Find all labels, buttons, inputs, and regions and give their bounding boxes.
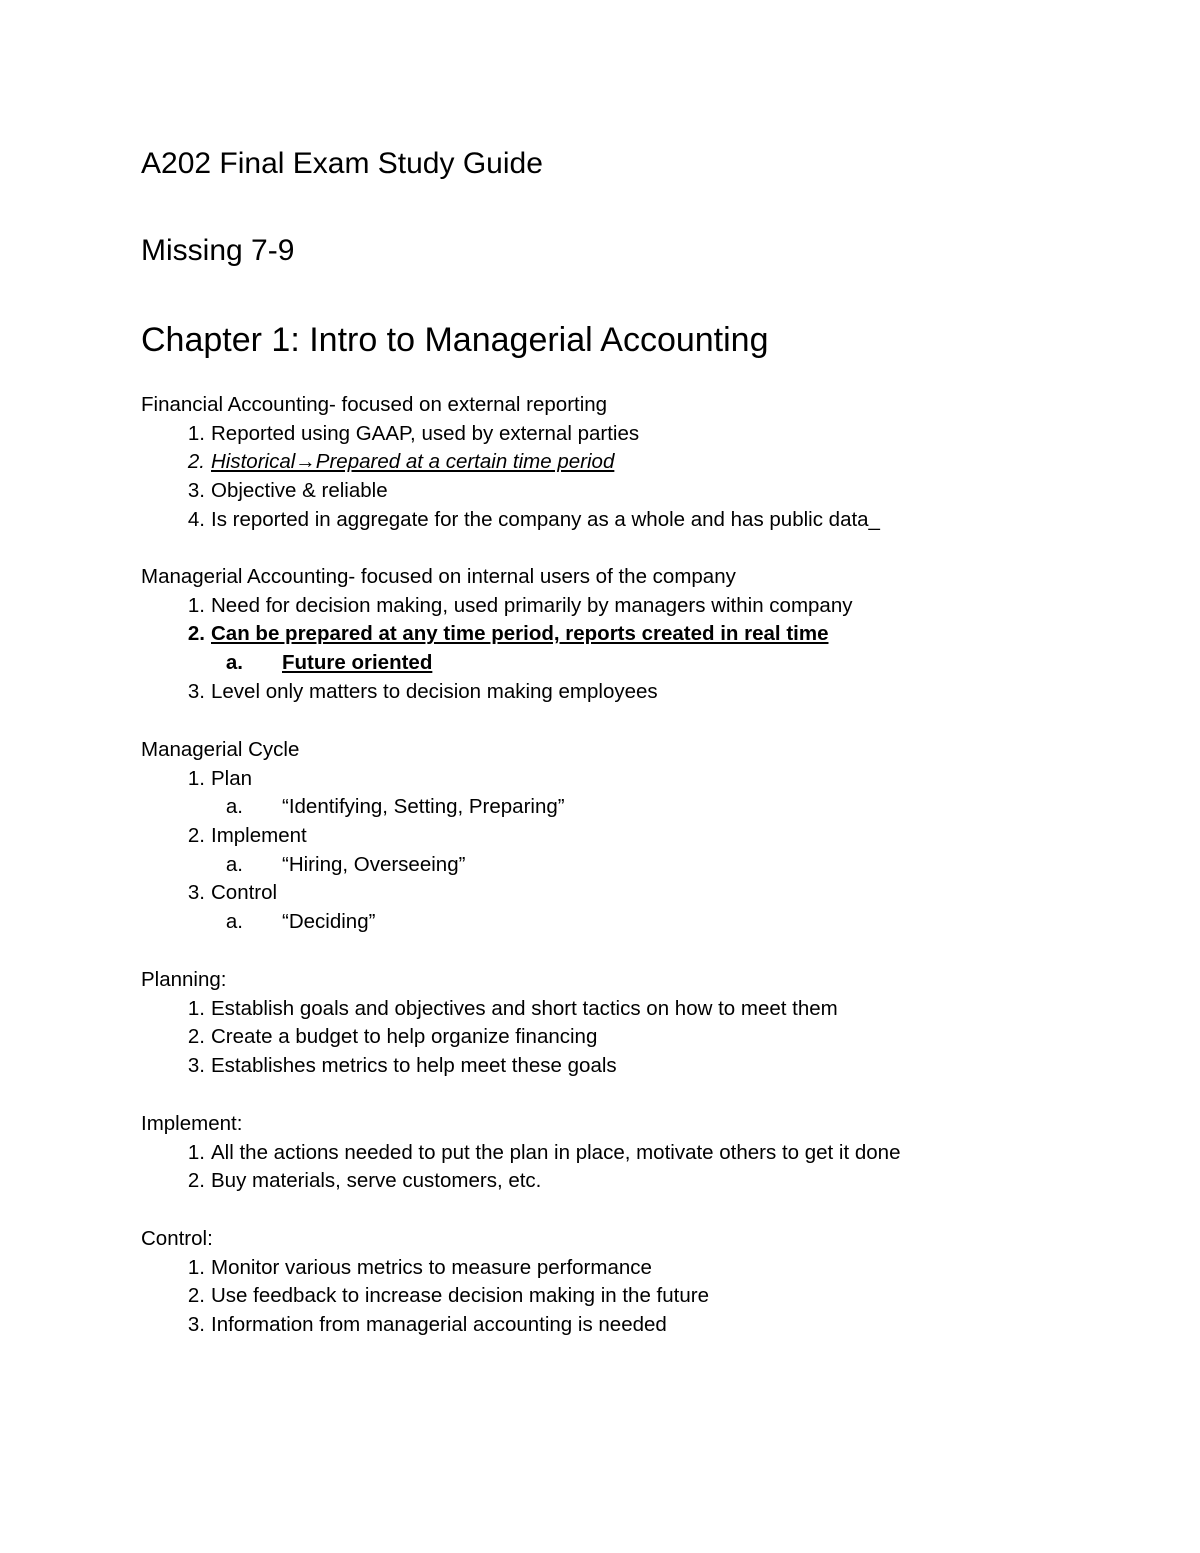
list-item <box>141 448 1141 477</box>
list-text: “Deciding” <box>282 910 376 934</box>
list-number: 3. <box>187 1313 205 1337</box>
list-number: 4. <box>187 507 205 531</box>
list-number: 1. <box>187 996 205 1020</box>
list-item <box>141 1282 1141 1311</box>
list-number: 3. <box>187 679 205 703</box>
section-heading: Planning: <box>141 968 227 991</box>
list-item <box>141 822 1141 851</box>
list-letter: a. <box>225 651 243 675</box>
list-item <box>141 879 1141 908</box>
list-item <box>141 506 1141 535</box>
list-text: Level only matters to decision making employees <box>211 679 658 703</box>
section-heading: Control: <box>141 1227 213 1250</box>
list-number: 2. <box>187 450 205 474</box>
list-text: Historical→Prepared at a certain time period <box>211 450 615 474</box>
list-text: Use feedback to increase decision making in the future <box>211 1284 709 1308</box>
list-text: Establish goals and objectives and short tactics on how to meet them <box>211 996 838 1020</box>
list-item <box>141 420 1141 449</box>
list-subitem <box>141 851 1141 880</box>
list-text: Is reported in aggregate for the company as a whole and has public data_ <box>211 507 880 531</box>
section-heading: Financial Accounting- focused on external reporting <box>141 393 608 416</box>
list-subitem <box>141 649 1141 678</box>
list-number: 2. <box>187 1284 205 1308</box>
list-item <box>141 1311 1141 1340</box>
list-text: “Hiring, Overseeing” <box>282 852 466 876</box>
section-heading: Managerial Accounting- focused on internal users of the company <box>141 565 736 588</box>
list-item <box>141 592 1141 621</box>
list-text: All the actions needed to put the plan in place, motivate others to get it done <box>211 1140 901 1164</box>
list-text: Can be prepared at any time period, reports created in real time <box>211 622 829 646</box>
list-text: Objective & reliable <box>211 479 388 503</box>
list-number: 2. <box>187 1025 205 1049</box>
list-item <box>141 620 1141 649</box>
document-title: A202 Final Exam Study Guide <box>141 147 543 180</box>
document-subtitle: Missing 7-9 <box>141 234 295 267</box>
list-item <box>141 1254 1141 1283</box>
list-item <box>141 1139 1141 1168</box>
list-item <box>141 678 1141 707</box>
chapter-heading: Chapter 1: Intro to Managerial Accounting <box>141 321 769 359</box>
section-heading: Implement: <box>141 1112 243 1135</box>
list-text: Buy materials, serve customers, etc. <box>211 1169 542 1193</box>
list-item <box>141 1023 1141 1052</box>
list-text: Monitor various metrics to measure performance <box>211 1255 652 1279</box>
list-letter: a. <box>225 852 243 876</box>
list-text: Implement <box>211 824 307 848</box>
list-number: 2. <box>187 622 205 646</box>
list-subitem <box>141 793 1141 822</box>
list-number: 3. <box>187 881 205 905</box>
list-number: 2. <box>187 1169 205 1193</box>
list-text: Need for decision making, used primarily by managers within company <box>211 593 853 617</box>
list-number: 2. <box>187 824 205 848</box>
list-text: Establishes metrics to help meet these goals <box>211 1054 617 1078</box>
list-number: 1. <box>187 593 205 617</box>
list-text: Control <box>211 881 278 905</box>
list-number: 1. <box>187 1140 205 1164</box>
list-item <box>141 1052 1141 1081</box>
control-section <box>141 1225 1141 1340</box>
list-letter: a. <box>225 910 243 934</box>
list-text: Information from managerial accounting is needed <box>211 1313 667 1337</box>
list-subitem <box>141 908 1141 937</box>
list-letter: a. <box>225 795 243 819</box>
list-text: Future oriented <box>282 651 433 675</box>
implement-section <box>141 1110 1141 1196</box>
list-number: 1. <box>187 1255 205 1279</box>
list-text: “Identifying, Setting, Preparing” <box>282 795 565 819</box>
list-item <box>141 477 1141 506</box>
list-number: 1. <box>187 766 205 790</box>
list-text: Create a budget to help organize financing <box>211 1025 598 1049</box>
managerial-cycle-section <box>141 736 1141 937</box>
planning-section <box>141 966 1141 1081</box>
list-number: 3. <box>187 479 205 503</box>
list-number: 3. <box>187 1054 205 1078</box>
list-text: Plan <box>211 766 253 790</box>
section-heading: Managerial Cycle <box>141 738 300 761</box>
list-item <box>141 1167 1141 1196</box>
financial-accounting-section <box>141 391 1141 534</box>
list-item <box>141 995 1141 1024</box>
managerial-accounting-section <box>141 563 1141 706</box>
list-number: 1. <box>187 421 205 445</box>
list-item <box>141 765 1141 794</box>
list-text: Reported using GAAP, used by external parties <box>211 421 640 445</box>
